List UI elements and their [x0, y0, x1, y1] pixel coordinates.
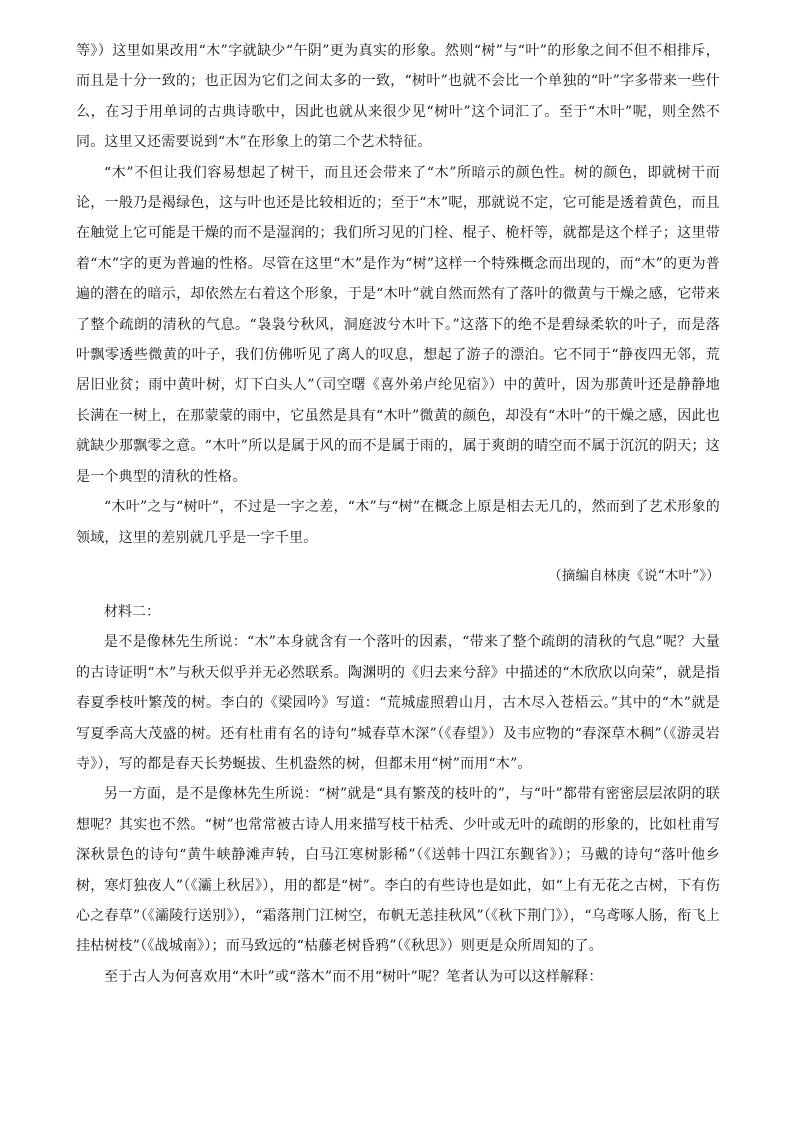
paragraph-material-two-3: 至于古人为何喜欢用“木叶”或“落木”而不用“树叶”呢？笔者认为可以这样解释： — [104, 968, 603, 985]
paragraph-material-two-1: 是不是像林先生所说：“木”本身就含有一个落叶的因素，“带来了整个疏朗的清秋的气息”呢？大量的古诗证明“木”与秋天似乎并无必然联系。陶渊明的《归去来兮辞》中描述的“木欣欣以向荣”，就是指春夏季枝叶繁茂的树。李白的《梁园吟》写道：“荒城虚照碧山月，古木尽入苍梧云。”其中的“木”就是写夏季高大茂盛的树。还有杜甫有名的诗句“城春草木深”（《春望》）及韦应物的“春深草木稠”（《游灵岩寺》），写的都是春天长势蜒拔、生机盎然的树，但都未用“树”而用“木”。 — [76, 634, 720, 772]
material-two-label: 材料二： — [104, 603, 160, 620]
document-page — [76, 36, 720, 992]
source-note: （摘编自林庚《说“木叶”》） — [548, 567, 720, 584]
paragraph-one-word-difference: “木叶”之与“树叶”，不过是一字之差，“木”与“树”在概念上原是相去无几的，然而到了艺术形象的领域，这里的差别就几乎是一字千里。 — [76, 499, 720, 546]
paragraph-material-two-2: 另一方面，是不是像林先生所说：“树”就是“具有繁茂的枝叶的”，与“叶”都带有密密层层浓阴的联想呢？其实也不然。“树”也常常被古诗人用来描写枝干枯秃、少叶或无叶的疏朗的形象的，比如杜甫写深秋景色的诗句“黄牛峡静滩声转，白马江寒树影稀”（《送韩十四江东觐省》）；马戴的诗句“落叶他乡树，寒灯独夜人”（《灞上秋居》），用的都是“树”。李白的有些诗也是如此，如“上有无花之古树，下有伤心之春草”（《灞陵行送别》），“霜落荆门江树空，布帆无恙挂秋风”（《秋下荆门》），“乌鸢啄人肠，衔飞上挂枯树枝”（《战城南》）；而马致远的“枯藤老树昏鸦”（《秋思》）则更是众所周知的了。 — [76, 786, 720, 955]
paragraph-wood-color: “木”不但让我们容易想起了树干，而且还会带来了“木”所暗示的颜色性。树的颜色，即就树干而论，一般乃是褐绿色，这与叶也还是比较相近的；至于“木”呢，那就说不定，它可能是透着黄色，而且在触觉上它可能是干燥的而不是湿润的；我们所习见的门栓、棍子、桅杆等，就都是这个样子；这里带着“木”字的更为普遍的性格。尽管在这里“木”是作为“树”这样一个特殊概念而出现的，而“木”的更为普遍的潜在的暗示，却依然左右着这个形象，于是“木叶”就自然而然有了落叶的微黄与干燥之感，它带来了整个疏朗的清秋的气息。“袅袅兮秋风，洞庭波兮木叶下。”这落下的绝不是碧绿柔软的叶子，而是落叶飘零透些微黄的叶子，我们仿佛听见了离人的叹息，想起了游子的漂泊。它不同于“静夜四无邻，荒居旧业贫；雨中黄叶树，灯下白头人”（司空曙《喜外弟卢纶见宿》）中的黄叶，因为那黄叶还是静静地长满在一树上，在那蒙蒙的雨中，它虽然是具有“木叶”微黄的颜色，却没有“木叶”的干燥之感，因此也就缺少那飘零之意。“木叶”所以是属于风的而不是属于雨的，属于爽朗的晴空而不属于沉沉的阴天；这是一个典型的清秋的性格。 — [76, 164, 720, 485]
paragraph-continuation: 等》）这里如果改用“木”字就缺少“午阴”更为真实的形象。然则“树”与“叶”的形象之间不但不相排斥，而且是十分一致的；也正因为它们之间太多的一致，“树叶”也就不会比一个单独的“叶”字多带来一些什么，在习于用单词的古典诗歌中，因此也就从来很少见“树叶”这个词汇了。至于“木叶”呢，则全然不同。这里又还需要说到“木”在形象上的第二个艺术特征。 — [76, 43, 720, 151]
